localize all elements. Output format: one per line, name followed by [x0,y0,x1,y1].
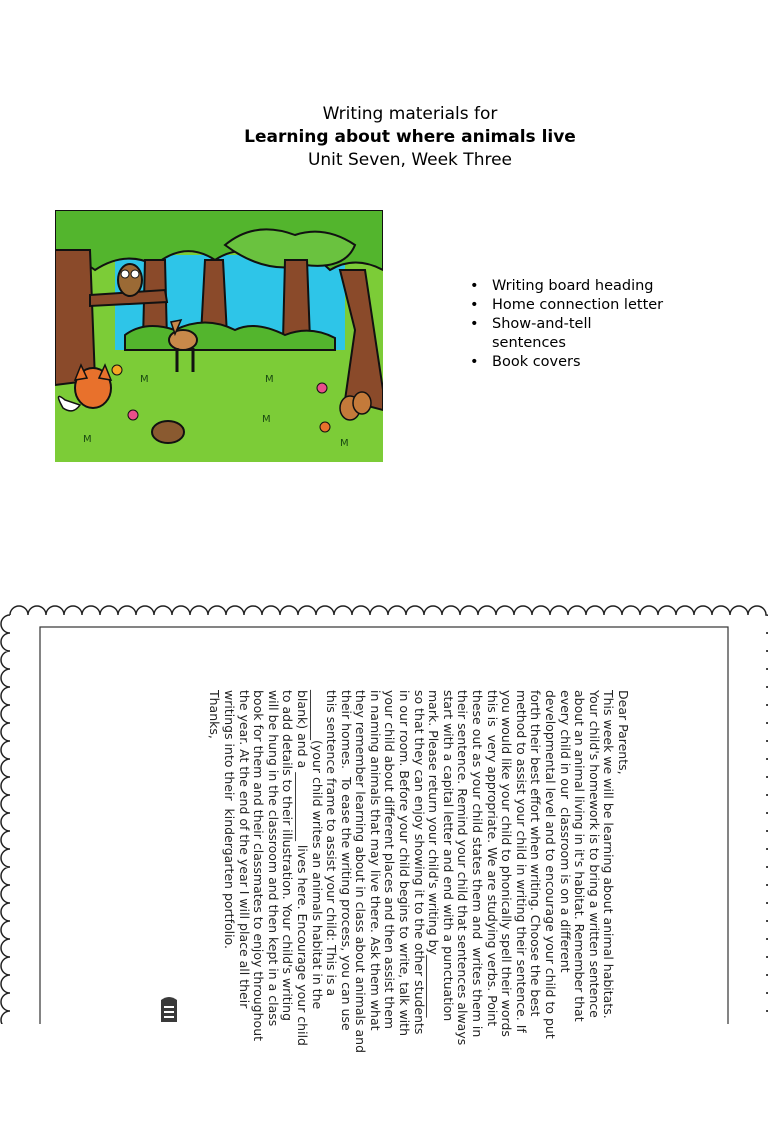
list-item: • Writing board heading [470,278,654,294]
bullet-dot: • [470,354,479,370]
letter-line: mark. Please return your child's writing by__________ [426,690,442,1018]
letter-line: every child in our classroom is on a different [557,690,573,973]
stamp-icon [158,994,180,1024]
title-line-2: Learning about where animals live [244,127,576,147]
title-line-3: Unit Seven, Week Three [307,150,513,170]
letter-line: writings into their kindergarten portfolio. [221,690,237,949]
letter-line: this is very appropriate. We are studying verbs. Point [484,690,500,1027]
letter-line: Your child's homework is to bring a written sentence [586,690,602,1018]
list-item: • Book covers [470,354,581,370]
bullet-dot: • [470,278,479,294]
letter-line: the year. At the end of the year I will place all their [236,690,252,1009]
forest-animals-illustration [55,210,383,462]
letter-line: blank) and a ___________ lives here. Encourage your child [294,690,310,1046]
svg-text:M: M [265,374,274,385]
bullet-dot: • [470,316,479,332]
materials-list [470,277,720,372]
letter-line: this sentence frame to assist your child: This is a [324,690,340,997]
letter-line: their homes. To ease the writing process, you can use [338,690,354,1031]
letter-line: so that they can enjoy showing it to the other students [411,690,427,1035]
letter-line: these out as your child states them and writes them in [470,690,486,1038]
letter-line: your child about different places and then assist them [382,690,398,1030]
letter-line: will be hung in the classroom and then kept in a class [265,690,281,1027]
title-line-1: Writing materials for [322,104,498,124]
title-block [200,103,620,172]
letter-line: start with a capital letter and end with a punctuation [440,690,456,1022]
svg-text:M: M [140,374,149,385]
letter-line: Thanks, [207,690,223,739]
letter-line: their sentence. Remind your child that sentences always [455,690,471,1046]
letter-line: you would like your child to phonically spell their words [499,690,515,1037]
letter-line: This week we will be learning about animal habitats. [601,690,617,1019]
letter-line: in naming animals that may live there. Ask them what [367,690,383,1031]
letter-line: book for them and their classmates to enjoy throughout [251,690,267,1042]
list-item-continuation: sentences [492,335,566,351]
letter-line: Dear Parents, [616,690,631,775]
letter-line: forth their best effort when writing. Choose the best [528,690,544,1017]
svg-text:M: M [262,414,271,425]
letter-line: they remember learning about in class about animals and [353,690,369,1054]
letter-line: in our room. Before your child begins to write, talk with [397,690,413,1037]
letter-line: ________(your child writes an animals habitat in the [309,690,325,1010]
svg-text:M: M [83,434,92,445]
letter-line: to add details to their illustration. Your child's writing [280,690,296,1022]
letter-line: developmental level and to encourage your child to put [543,690,559,1039]
letter-line: method to assist your child in writing their sentence. If [513,690,529,1033]
bullet-dot: • [470,297,479,313]
svg-text:M: M [340,438,349,449]
parent-letter [207,690,630,1130]
list-item: • Show-and-tell [470,316,592,332]
letter-line: about an animal living in it's habitat. Remember that [572,690,588,1022]
list-item: • Home connection letter [470,297,664,313]
